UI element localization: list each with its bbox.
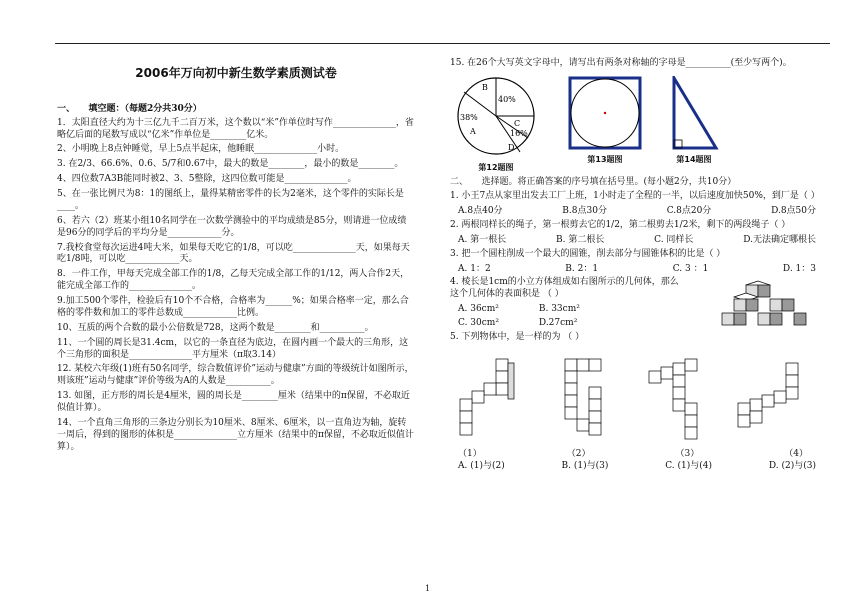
choice-3-options	[450, 264, 816, 276]
question-4: 4、四位数7A3B能同时被2、3、5整除，这四位数可能是______________。	[57, 174, 357, 185]
choice-4-option-c: C. 30cm²	[458, 318, 499, 329]
solids-labels	[450, 449, 816, 461]
choice-1-option-c: C.8点20分	[666, 206, 712, 217]
choice-4-options-row1	[450, 304, 680, 316]
pie-label-a: A	[470, 126, 476, 136]
section2-header: 二、 选择题。将正确答案的序号填在括号里。(每小题2分，共10分）	[450, 177, 737, 188]
figure-13	[568, 76, 642, 165]
choice-1-option-b: B.8点30分	[562, 206, 607, 217]
choice-5-option-d: D. (2)与(3)	[768, 460, 816, 471]
choice-5-options	[450, 461, 816, 473]
solid-label-2: （2）	[566, 448, 591, 459]
choice-3-option-d: D. 1：3	[782, 263, 816, 274]
pie-label-c: C	[514, 118, 521, 128]
choice-4-option-a: A. 36cm²	[458, 304, 499, 315]
choice-1-options	[450, 206, 816, 218]
question-14: 14、一个直角三角形的三条边分别长为10厘米、8厘米、6厘米，以一直角边为轴，旋转一周后，得到的图形的体积是______________立方厘米（结果中的π保留，不必取近似值计算）。	[57, 417, 414, 452]
pie-chart-figure	[450, 76, 542, 158]
choice-2-option-a: A. 第一根长	[458, 234, 507, 245]
cube-stack-figure	[716, 277, 816, 337]
choice-3-option-c: C. 3 ：1	[672, 263, 709, 274]
choice-question-3: 3. 把一个圆柱削成一个最大的圆锥，削去部分与圆锥体积的比是（ ）	[450, 248, 726, 259]
choice-question-5: 5. 下列物体中，是一样的为 （ ）	[450, 331, 585, 342]
choice-4-block	[450, 277, 816, 346]
question-2: 2、小明晚上8点钟睡觉，早上5点半起床，他睡眠______________小时。	[57, 144, 345, 155]
question-6: 6、若六（2）班某小组10名同学在一次数学测验中的平均成绩是85分，则请进一位成绩是96分的同学后的平均分是____________分。	[57, 215, 407, 238]
choice-1-option-a: A.8点40分	[458, 206, 503, 217]
solid-2	[545, 353, 627, 445]
figure-13-caption: 第13题图	[587, 154, 623, 164]
pie-label-b: B	[482, 82, 488, 92]
square-circle-figure	[568, 76, 642, 150]
question-12: 12. 某校六年级(1)班有50名同学，综合数值评价”运动与健康”方面的等级统计如图所示，则该班”运动与健康”评价等级为A的人数是__________。	[57, 364, 414, 387]
pie-label-b-pct: 40%	[498, 94, 516, 104]
question-7: 7.我校食堂每次运进4吨大米，如果每天吃它的1/8，可以吃______________天，如果每天吃1/8吨，可以吃____________天。	[57, 242, 410, 265]
choice-4-option-b: B. 33cm²	[538, 304, 580, 315]
choice-1-option-d: D.8点50分	[771, 206, 816, 217]
solid-label-3: （3）	[675, 448, 700, 459]
question-8: 8．一件工作，甲每天完成全部工作的1/8，乙每天完成全部工作的1/12，两人合作2天，能完成全部工作的______________。	[57, 269, 410, 292]
choice-3-option-b: B. 2：1	[565, 263, 599, 274]
choice-question-4: 4. 棱长是1cm的小立方体组成如右图所示的几何体，那么这个几何体的表面积是 （ ）	[450, 277, 679, 300]
triangle-figure	[664, 76, 724, 150]
page-number: 1	[425, 584, 431, 593]
question-13: 13. 如图，正方形的周长是4厘米，圆的周长是________厘米（结果中的π保留，不必取近似值计算）。	[57, 391, 410, 414]
choice-3-option-a: A. 1：2	[458, 263, 491, 274]
choice-5-option-b: B. (1)与(3)	[561, 460, 609, 471]
question-1: 1．太阳直径大约为十三亿九千二百万米，这个数以“米”作单位时写作______________，省略亿后面的尾数写成以“亿米”作单位是________亿米。	[57, 117, 414, 140]
right-column	[450, 58, 820, 475]
choice-5-option-c: C. (1)与(4)	[665, 460, 713, 471]
solid-label-1: （1）	[458, 448, 482, 459]
question-11: 11、一个圆的周长是31.4cm，以它的一条直径为底边，在圆内画一个最大的三角形，这个三角形的面积是______________平方厘米（π取3.14）	[57, 337, 409, 360]
left-column	[57, 58, 415, 457]
pie-label-d: D	[508, 142, 515, 152]
choice-question-1: 1. 小王7点从家里出发去工厂上班，1小时走了全程的一半，以后速度加快50%，到厂是（ ）	[450, 191, 820, 202]
question-3: 3. 在2/3、66.6%、0.6、5/7和0.67中，最大的数是________，最小的数是________。	[57, 159, 404, 170]
choice-2-options	[450, 235, 816, 247]
figure-12	[450, 76, 542, 173]
pie-label-a-pct: 38%	[460, 112, 478, 122]
header-rule	[55, 43, 830, 44]
question-9: 9.加工500个零件，检验后有10个不合格，合格率为______%；如果合格率一定，那么合格的零件数和加工的零件总数成____________比例。	[57, 296, 409, 318]
figure-14	[664, 76, 724, 165]
choice-4-option-d: D.27cm²	[538, 318, 578, 329]
solid-label-4: （4）	[784, 448, 808, 459]
figures-row	[450, 76, 816, 173]
choice-4-options-row2	[450, 318, 680, 330]
page-title: 2006年万向初中新生数学素质测试卷	[135, 66, 337, 80]
solid-3	[639, 353, 721, 445]
choice-2-option-d: D.无法确定哪根长	[743, 234, 816, 245]
figure-12-caption: 第12题图	[478, 162, 514, 172]
figure-14-caption: 第14题图	[676, 154, 712, 164]
section1-header: 一、 填空题：（每题2分共30分）	[57, 103, 202, 114]
solids-row	[450, 353, 816, 445]
solid-4	[734, 353, 816, 445]
question-5: 5、在一张比例尺为8：1的图纸上，量得某精密零件的长为2毫米，这个零件的实际长是____。	[57, 189, 404, 211]
question-15: 15. 在26个大写英文字母中，请写出有两条对称轴的字母是__________(至少写两个)。	[450, 58, 792, 68]
pie-label-c-pct: 16%	[510, 128, 528, 138]
question-10: 10、互质的两个合数的最小公倍数是728，这两个数是________和__________。	[57, 322, 374, 333]
solid-1	[450, 353, 532, 445]
choice-2-option-b: B. 第二根长	[556, 234, 605, 245]
choice-2-option-c: C. 同样长	[654, 234, 694, 245]
choice-5-option-a: A. (1)与(2)	[458, 460, 505, 471]
choice-question-2: 2. 两根同样长的绳子，第一根剪去它的1/2，第二根剪去1/2米，剩下的两段绳子（ ）	[450, 219, 791, 230]
